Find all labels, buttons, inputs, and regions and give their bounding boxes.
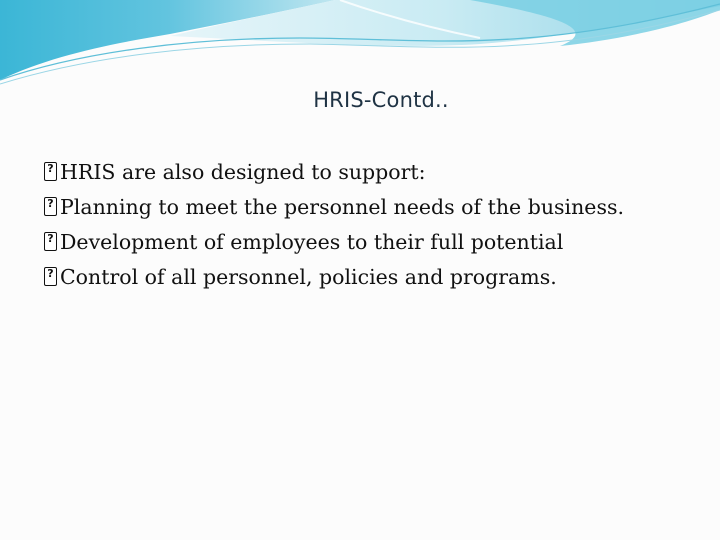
bullet-text: HRIS are also designed to support:	[60, 159, 426, 184]
missing-glyph-bullet-icon	[44, 267, 57, 286]
bullet-item	[44, 154, 624, 189]
bullet-item	[44, 259, 624, 294]
missing-glyph-bullet-icon	[44, 197, 57, 216]
missing-glyph-bullet-icon	[44, 162, 57, 181]
bullet-text: Development of employees to their full potential	[60, 229, 564, 254]
bullet-text: Control of all personnel, policies and programs.	[60, 264, 557, 289]
missing-glyph-bullet-icon	[44, 232, 57, 251]
header-wave-decoration	[0, 0, 720, 90]
slide-title: HRIS-Contd..	[313, 88, 449, 112]
bullet-list	[44, 154, 624, 294]
bullet-item	[44, 189, 624, 224]
bullet-text: Planning to meet the personnel needs of the business.	[60, 194, 625, 219]
bullet-item	[44, 224, 624, 259]
